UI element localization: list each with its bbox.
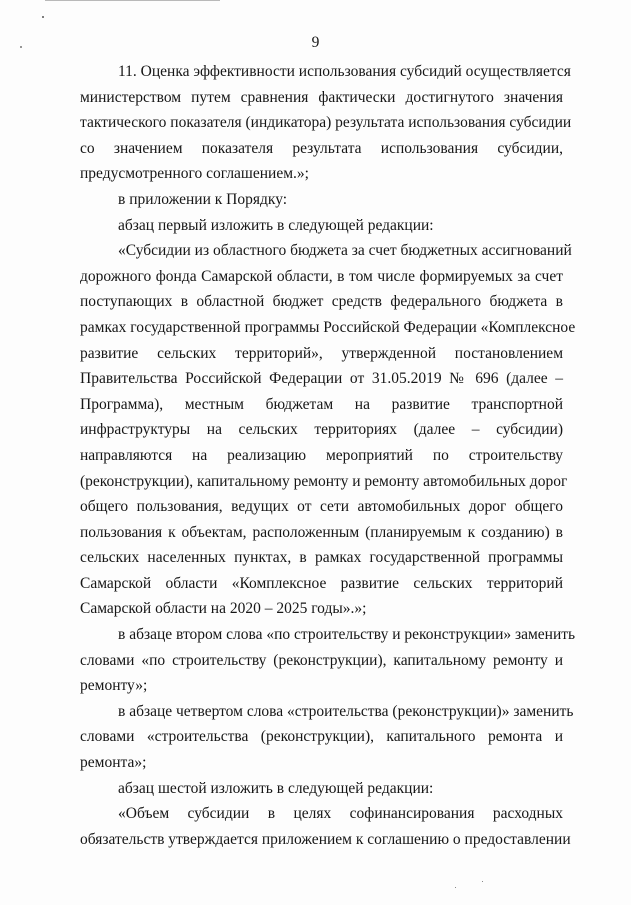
text-line: 11. Оценка эффективности использования субсидий осуществляется	[118, 63, 571, 80]
paragraph	[80, 776, 563, 802]
paragraph	[80, 187, 563, 213]
text-line: абзац первый изложить в следующей редакции:	[118, 216, 434, 234]
text-line: тактического показателя (индикатора) результата использования субсидии	[80, 114, 572, 132]
text-line: в абзаце четвертом слова «строительства (реконструкции)» заменить	[118, 702, 574, 720]
text-line: министерством путем сравнения фактически достигнутого значения	[80, 88, 563, 106]
text-line: словами «строительства (реконструкции), капитального ремонта и	[80, 728, 563, 746]
text-line: инфраструктуры на сельских территориях (далее – субсидии)	[80, 421, 563, 439]
text-line: Правительства Российской Федерации от 31.05.2019 № 696 (далее –	[80, 370, 563, 388]
text-line: абзац шестой изложить в следующей редакции:	[118, 779, 434, 797]
text-line: направляются на реализацию мероприятий по строительству	[80, 446, 563, 464]
text-line: в абзаце втором слова «по строительству и реконструкции» заменить	[118, 626, 576, 644]
text-line: сельских населенных пунктах, в рамках государственной программы	[80, 549, 563, 567]
text-line: развитие сельских территорий», утвержденной постановлением	[80, 344, 563, 362]
text-line: общего пользования, ведущих от сети автомобильных дорог общего	[80, 498, 563, 516]
page-number: 9	[311, 34, 320, 51]
text-line: со значением показателя результата использования субсидии,	[80, 139, 563, 157]
scan-artifact-edge	[45, 0, 220, 1]
text-line: в приложении к Порядку:	[118, 190, 288, 208]
text-line: Самарской области на 2020 – 2025 годы».»;	[80, 600, 367, 618]
text-line: «Объем субсидии в целях софинансирования расходных	[118, 805, 563, 823]
text-line: «Субсидии из областного бюджета за счет бюджетных ассигнований	[118, 242, 572, 260]
text-line: ремонту»;	[80, 677, 148, 695]
text-line: обязательств утверждается приложением к соглашению о предоставлении	[80, 830, 571, 848]
document-body	[80, 59, 576, 852]
paragraph	[80, 213, 563, 239]
scan-artifact-dot	[482, 881, 483, 882]
text-line: словами «по строительству (реконструкции), капитальному ремонту и	[80, 651, 563, 669]
paragraph	[80, 59, 572, 187]
scan-artifact-dot	[42, 16, 44, 18]
text-line: пользования к объектам, расположенным (планируемым к созданию) в	[80, 523, 563, 541]
text-line: Программа), местным бюджетам на развитие транспортной	[80, 395, 563, 413]
paragraph	[80, 622, 576, 699]
scan-artifact-dot	[455, 887, 456, 888]
text-line: поступающих в областной бюджет средств федерального бюджета в	[80, 293, 563, 311]
text-line: дорожного фонда Самарской области, в том числе формируемых за счет	[80, 267, 563, 285]
text-line: предусмотренного соглашением.»;	[80, 165, 309, 183]
text-line: ремонта»;	[80, 754, 147, 772]
paragraph	[80, 238, 576, 622]
paragraph	[80, 699, 574, 776]
text-line: (реконструкции), капитальному ремонту и ремонту автомобильных дорог	[80, 472, 568, 490]
text-line: рамках государственной программы Российской Федерации «Комплексное	[80, 318, 576, 336]
text-line: Самарской области «Комплексное развитие сельских территорий	[80, 574, 563, 592]
paragraph	[80, 801, 571, 852]
